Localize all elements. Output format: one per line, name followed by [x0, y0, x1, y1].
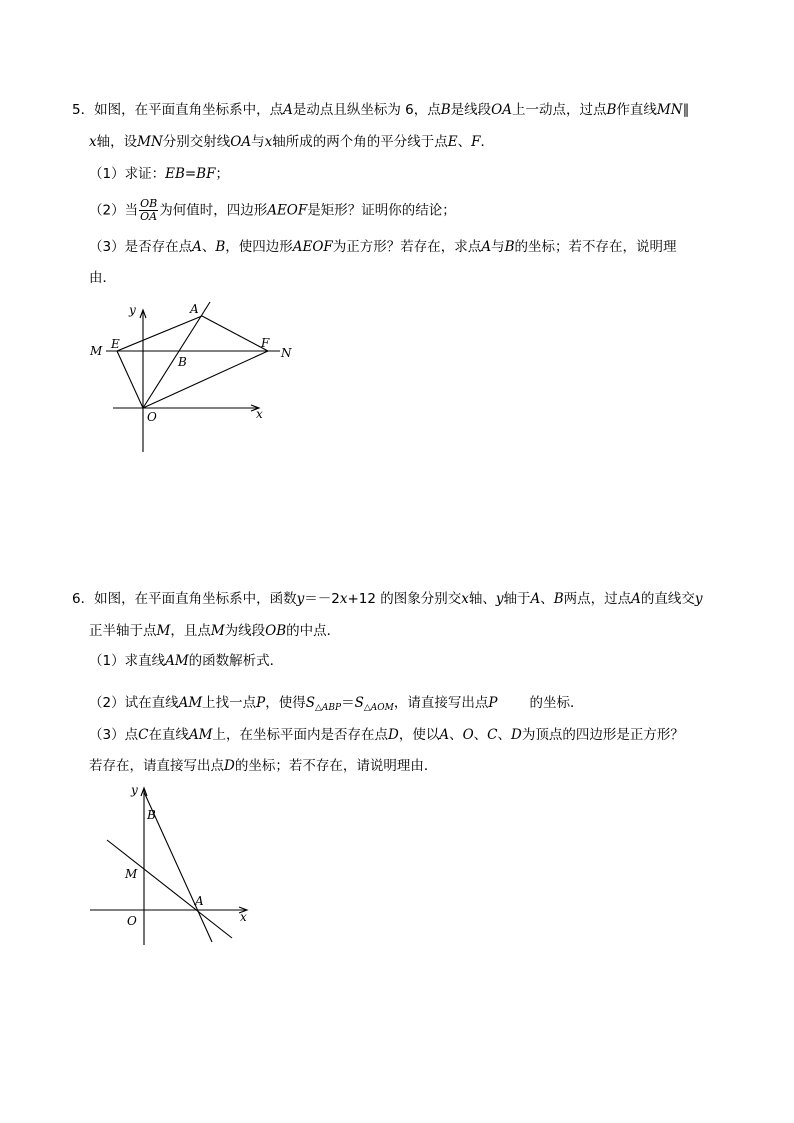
q5-segment-af	[202, 316, 268, 351]
q5-part-2: （2）当 $\frac{OB}{OA}$ 为何值时，四边形AEOF是矩形？证明你的结论；	[89, 197, 456, 223]
q5-segment-of	[143, 351, 268, 408]
q5-label-o: O	[147, 410, 157, 424]
q6-line-1: 6．如图，在平面直角坐标系中，函数y＝－2x+12 的图象分别交x轴、y轴于A、B两点，过点A的直线交y	[72, 591, 703, 607]
q6-part-3-cont: 若存在，请直接写出点D的坐标；若不存在，请说明理由．	[89, 758, 438, 774]
q5-label-a: A	[190, 302, 199, 316]
q5-label-e: E	[111, 337, 120, 351]
q5-line-1: 5．如图，在平面直角坐标系中，点A是动点且纵坐标为 6，点B是线段OA上一动点，过点B作直线MN∥	[72, 102, 690, 118]
q5-label-b: B	[178, 355, 187, 369]
q5-label-m: M	[90, 344, 103, 358]
q5-label-f: F	[261, 336, 270, 350]
q5-label-n: N	[281, 346, 292, 360]
q6-part-1: （1）求直线AM的函数解析式．	[89, 653, 284, 669]
q5-part-3-cont: 由．	[89, 270, 116, 286]
q6-part-2: （2）试在直线AM上找一点P，使得$S_{\triangle ABP}=S_{\triangle AOM}$，请直接写出点P 的坐标．	[89, 695, 584, 713]
q6-x-arrow	[239, 907, 247, 913]
q5-ray-oa	[143, 302, 210, 408]
q6-line-am	[107, 840, 232, 938]
q6-number: 6．	[72, 591, 95, 607]
q5-x-arrow	[251, 405, 259, 411]
q5-y-arrow	[140, 310, 146, 318]
q6-part-3: （3）点C在直线AM上，在坐标平面内是否存在点D，使以A、O、C、D为顶点的四边形是正方形？	[89, 727, 684, 743]
q6-y-arrow	[141, 788, 147, 796]
q5-line-2: x轴，设MN分别交射线OA与x轴所成的两个角的平分线于点E、F．	[89, 134, 494, 150]
q5-segment-eo	[117, 351, 143, 408]
q6-label-y: y	[131, 783, 138, 797]
q6-label-b: B	[147, 808, 156, 822]
q6-label-a: A	[195, 894, 204, 908]
q6-label-x: x	[240, 910, 247, 924]
ratio-fraction: $\frac{OB}{OA}$	[140, 197, 158, 223]
q5-number: 5．	[72, 102, 95, 118]
q5-part-3: （3）是否存在点A、B，使四边形AEOF为正方形？若存在，求点A与B的坐标；若不存在，说明理	[89, 239, 677, 255]
q5-part-1: （1）求证：EB=BF；	[89, 166, 229, 182]
q6-line-ab	[144, 792, 212, 942]
q5-label-x: x	[256, 407, 263, 421]
q5-label-y: y	[129, 303, 136, 317]
q6-label-o: O	[127, 914, 137, 928]
q6-line-2: 正半轴于点M，且点M为线段OB的中点．	[89, 623, 341, 639]
q5-segment-ea	[117, 316, 202, 351]
q6-label-m: M	[125, 867, 138, 881]
